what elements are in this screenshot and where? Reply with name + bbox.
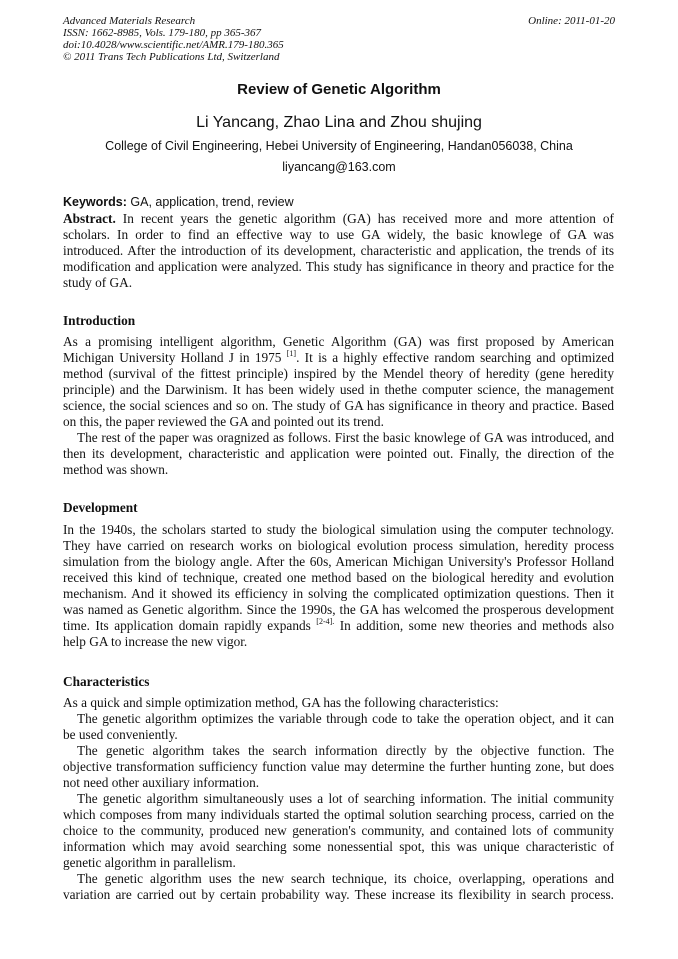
text-line: objective transformation sufficiency function value may determine the further hunting zone, but does bbox=[63, 759, 614, 774]
affiliation: College of Civil Engineering, Hebei University of Engineering, Handan056038, China bbox=[105, 139, 573, 153]
section-heading: Characteristics bbox=[63, 674, 150, 689]
authors: Li Yancang, Zhao Lina and Zhou shujing bbox=[196, 114, 482, 131]
text-line bbox=[63, 618, 614, 634]
text-line: mechanism. And it showed its efficiency in solving the complicated optimization questions. Then it bbox=[63, 586, 614, 601]
text-line: The genetic algorithm takes the search information directly by the objective function. The bbox=[77, 743, 614, 758]
paragraph bbox=[63, 711, 614, 743]
keywords-value: GA, application, trend, review bbox=[126, 195, 294, 209]
paragraph bbox=[63, 791, 614, 871]
journal-name: Advanced Materials Research bbox=[63, 15, 196, 27]
text-line: introduced. After the introduction of its development, characteristic and application, the trends of its bbox=[63, 243, 614, 258]
text-segment: Michigan University Holland J in 1975 bbox=[63, 350, 287, 365]
paragraph bbox=[63, 334, 614, 430]
paragraph bbox=[63, 695, 614, 711]
text-line: science, the social sciences and so on. The study of GA has significance in theory and practice. Based bbox=[63, 398, 614, 413]
section-body bbox=[63, 522, 614, 650]
paper-title: Review of Genetic Algorithm bbox=[237, 81, 441, 98]
text-line: method was shown. bbox=[63, 462, 169, 477]
keywords-label: Keywords: bbox=[63, 195, 127, 209]
text-line: The genetic algorithm optimizes the variable through code to take the operation object, and it can bbox=[77, 711, 614, 726]
text-line: which composes from many individuals started the optimal solution searching process, carried on the bbox=[63, 807, 614, 822]
text-line: not need other auxiliary information. bbox=[63, 775, 260, 790]
copyright: © 2011 Trans Tech Publications Ltd, Switzerland bbox=[63, 51, 280, 63]
section-body bbox=[63, 695, 614, 903]
paragraph bbox=[63, 743, 614, 791]
text-line: variation are carried out by certain probability way. These increase its flexibility in search process. bbox=[63, 887, 614, 902]
text-line: help GA to increase the new vigor. bbox=[63, 634, 248, 649]
email: liyancang@163.com bbox=[282, 160, 396, 174]
text-line: method (survival of the fittest principle) inspired by the Mendel theory of heredity (gene heredity bbox=[63, 366, 614, 381]
paragraph bbox=[63, 522, 614, 650]
text-line: The genetic algorithm uses the new search technique, its choice, overlapping, operations and bbox=[77, 871, 614, 886]
abstract bbox=[63, 211, 614, 291]
text-line bbox=[63, 211, 614, 227]
section-heading: Development bbox=[63, 500, 138, 515]
text-line: was named as Genetic algorithm. Since the 1990s, the GA has welcomed the prosperous development bbox=[63, 602, 614, 617]
text-line: on this, the paper reviewed the GA and pointed out its trend. bbox=[63, 414, 384, 429]
keywords bbox=[63, 195, 294, 209]
text-line: then its development, characteristic and application were pointed out. Finally, the direction of the bbox=[63, 446, 614, 461]
text-line: choice to the community, produced new generation's community, and contained lots of community bbox=[63, 823, 614, 838]
text-line: genetic algorithm in parallelism. bbox=[63, 855, 236, 870]
online-date: Online: 2011-01-20 bbox=[528, 15, 615, 27]
text-line: They have carried on research works on biological evolution process simulation, heredity process bbox=[63, 538, 614, 553]
text-line: study of GA. bbox=[63, 275, 133, 290]
citation: [2-4]. bbox=[316, 618, 335, 626]
text-line: As a promising intelligent algorithm, Genetic Algorithm (GA) was first proposed by American bbox=[63, 334, 614, 349]
section-heading: Introduction bbox=[63, 313, 136, 328]
text-line bbox=[63, 350, 614, 366]
paragraph bbox=[63, 871, 614, 903]
abstract-label: Abstract. bbox=[63, 211, 116, 226]
text-line: scholars. In order to find an effective way to use GA widely, the basic knowlege of GA was bbox=[63, 227, 614, 242]
text-line: modification and application were analyzed. This study has significance in theory and practice for the bbox=[63, 259, 614, 274]
text-line: be used conveniently. bbox=[63, 727, 178, 742]
text-line: received this kind of technique, created one method based on the biological heredity and evolution bbox=[63, 570, 614, 585]
text-segment: time. Its application domain rapidly expands bbox=[63, 618, 317, 633]
text-segment: In recent years the genetic algorithm (GA) has received more and more attention of bbox=[115, 211, 614, 226]
section-body bbox=[63, 334, 614, 478]
doi: doi:10.4028/www.scientific.net/AMR.179-180.365 bbox=[63, 39, 284, 51]
text-line: simulation from the biology angle. After the 60s, American Michigan University's Professor Holland bbox=[63, 554, 614, 569]
text-line: The rest of the paper was oragnized as follows. First the basic knowlege of GA was introduced, and bbox=[77, 430, 614, 445]
paragraph bbox=[63, 430, 614, 478]
text-segment: In addition, some new theories and methods also bbox=[334, 618, 614, 633]
issn: ISSN: 1662-8985, Vols. 179-180, pp 365-367 bbox=[63, 27, 261, 39]
text-line: information which may avoid searching some nonessential spot, this was unique characteristic of bbox=[63, 839, 614, 854]
text-line: As a quick and simple optimization method, GA has the following characteristics: bbox=[63, 695, 499, 710]
text-line: The genetic algorithm simultaneously uses a lot of searching information. The initial community bbox=[77, 791, 614, 806]
text-line: principle) and the Darwinism. It has been widely used in thethe computer science, the management bbox=[63, 382, 614, 397]
citation: [1] bbox=[286, 350, 297, 358]
text-line: In the 1940s, the scholars started to study the biological simulation using the computer technology. bbox=[63, 522, 614, 537]
text-segment: . It is a highly effective random searching and optimized bbox=[296, 350, 614, 365]
journal-header bbox=[63, 15, 284, 63]
